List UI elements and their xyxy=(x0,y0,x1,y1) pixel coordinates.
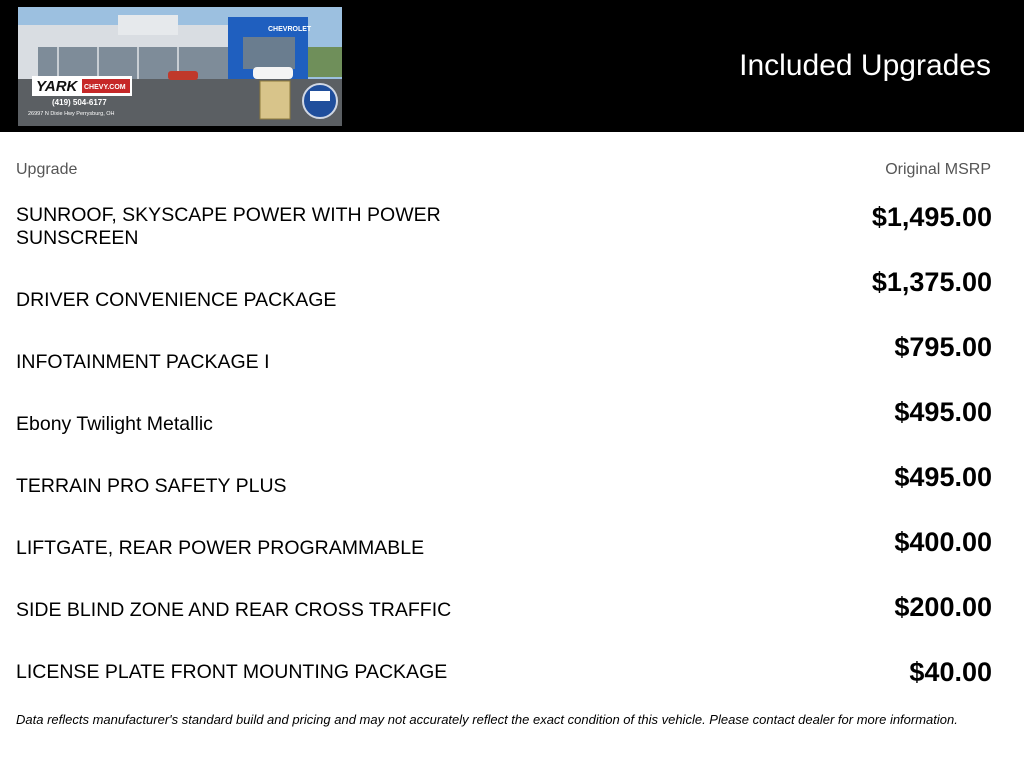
upgrade-name: LIFTGATE, REAR POWER PROGRAMMABLE xyxy=(16,537,425,559)
upgrade-price: $495.00 xyxy=(894,397,992,427)
disclaimer-text: Data reflects manufacturer's standard build and pricing and may not accurately reflect the exact condition of this vehicle. Please contact dealer for more information. xyxy=(16,712,958,727)
upgrade-price: $1,495.00 xyxy=(871,202,992,232)
column-header-upgrade: Upgrade xyxy=(16,161,78,178)
upgrade-name: INFOTAINMENT PACKAGE I xyxy=(16,351,270,373)
upgrade-name: Ebony Twilight Metallic xyxy=(16,413,213,435)
dealer-address: 26997 N Dixie Hwy Perrysburg, OH xyxy=(28,111,115,117)
dealer-brand-name: YARK xyxy=(36,78,78,95)
upgrade-price: $495.00 xyxy=(894,462,992,492)
upgrade-price: $1,375.00 xyxy=(871,267,992,297)
upgrade-name: SIDE BLIND ZONE AND REAR CROSS TRAFFIC xyxy=(16,599,452,621)
dealer-brand-subtitle: CHEVY.COM xyxy=(84,84,126,91)
dealer-phone: (419) 504-6177 xyxy=(52,98,107,107)
upgrade-name: SUNROOF, SKYSCAPE POWER WITH POWER SUNSCREEN xyxy=(16,204,441,249)
upgrade-name: LICENSE PLATE FRONT MOUNTING PACKAGE xyxy=(16,661,448,683)
page-title: Included Upgrades xyxy=(739,49,991,82)
upgrade-price: $200.00 xyxy=(894,592,992,622)
upgrade-name: TERRAIN PRO SAFETY PLUS xyxy=(16,475,287,497)
upgrade-price: $40.00 xyxy=(909,657,992,687)
dealership-photo xyxy=(18,7,342,126)
page-header xyxy=(0,0,1024,132)
dealership-illustration xyxy=(18,7,342,126)
dealership-sign-text: CHEVROLET xyxy=(268,26,312,33)
upgrade-price: $400.00 xyxy=(894,527,992,557)
column-header-msrp: Original MSRP xyxy=(885,161,991,178)
upgrade-name: DRIVER CONVENIENCE PACKAGE xyxy=(16,289,337,311)
upgrade-price: $795.00 xyxy=(894,332,992,362)
